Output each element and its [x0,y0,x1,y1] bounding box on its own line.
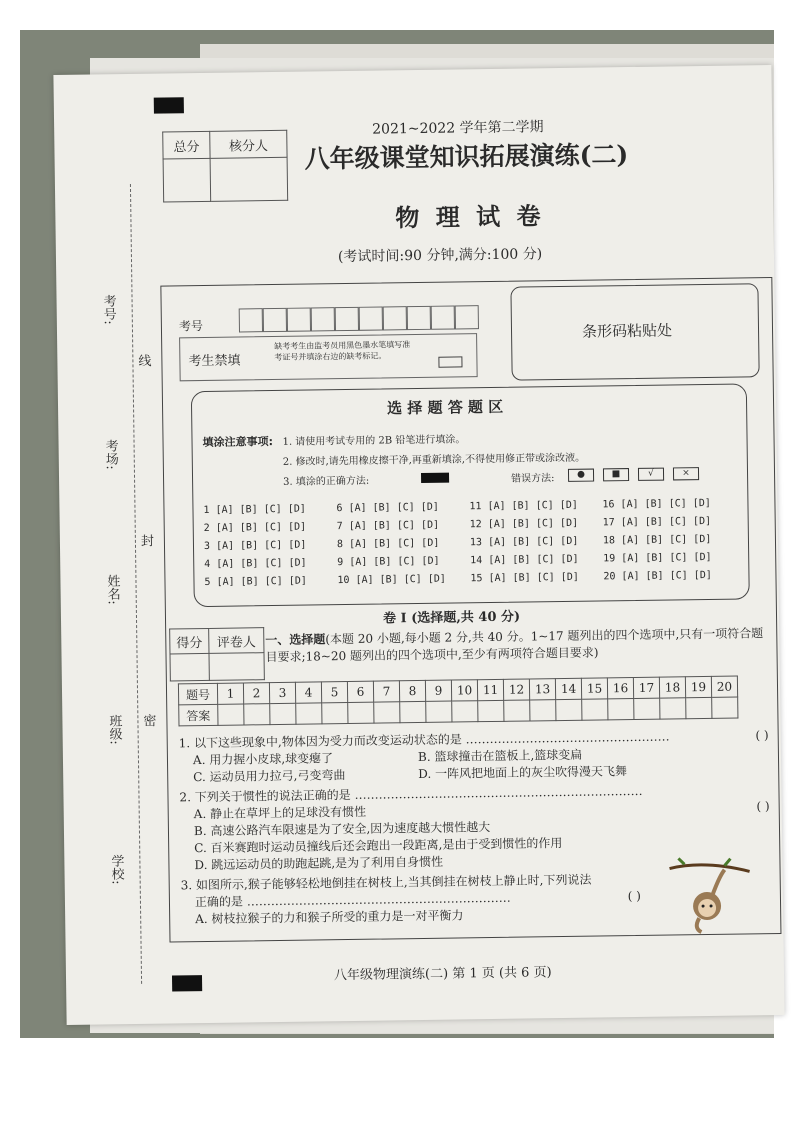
choice-item[interactable] [469,497,578,517]
q3-stem-2: 正确的是 ………………………………………………………… [194,890,511,910]
choice-grid [203,494,744,602]
answer-table-qnum: 15 [581,678,607,699]
wrong-sample-check: √ [638,468,664,481]
name-margin-label: 姓名: [104,574,120,605]
choice-item[interactable] [204,573,307,592]
exam-title: 八年级课堂知识拓展演练(二) [304,140,629,174]
section-instruction [265,625,770,666]
choice-number: 15 [470,573,489,585]
choice-options[interactable]: [A] [B] [C] [D] [487,499,578,513]
class-field[interactable] [104,714,123,745]
barcode-area [510,283,759,380]
choice-answer-area [191,383,750,607]
choice-item[interactable] [603,567,712,587]
answer-table-cell[interactable] [478,700,504,721]
choice-item[interactable] [204,555,307,574]
choice-options[interactable]: [A] [B] [C] [D] [355,573,446,586]
section-grader-cell[interactable] [209,653,264,681]
answer-table-qnum: 20 [711,676,737,697]
name-field[interactable] [102,574,121,605]
answer-table-cell[interactable] [218,704,244,725]
instruction-bold: 一、选择题 [265,632,326,648]
answer-table-qnum: 11 [477,679,503,700]
barcode-label: 条形码粘贴处 [581,321,673,341]
exam-subtitle: 物 理 试 卷 [395,201,545,233]
school-margin-label: 学校: [108,854,124,885]
exam-room-field[interactable] [100,439,119,470]
choice-item[interactable] [470,515,579,535]
answer-table-qnum: 10 [451,680,477,701]
q1-option-a: A. 用力握小皮球,球变瘪了 [192,751,334,768]
wrong-sample-cross: × [673,467,699,480]
answer-table-qnum: 7 [373,681,399,702]
school-field[interactable] [106,854,125,885]
exam-no-margin-label: 考号: [100,294,116,325]
answer-table-qnum: 19 [685,676,711,697]
answer-area-title: 选 择 题 答 题 区 [386,397,504,418]
exam-room-margin-label: 考场: [102,439,118,470]
absent-mark-box[interactable] [438,356,462,367]
school-term: 2021~2022 学年第二学期 [372,119,544,138]
q1-option-b: B. 篮球撞击在篮板上,篮球变扁 [417,747,583,765]
answer-table-qnum: 16 [607,678,633,699]
answer-table-qnum: 14 [555,678,581,699]
choice-options[interactable]: [A] [B] [C] [D] [349,555,440,568]
q2-option-c: C. 百米赛跑时运动员撞线后还会跑出一段距离,是由于受到惯性的作用 [194,836,563,856]
choice-options[interactable]: [A] [B] [C] [D] [348,537,440,550]
answer-table-qnum: 17 [633,677,659,698]
monkey-illustration [664,855,755,936]
q3-option-a: A. 树枝拉猴子的力和猴子所受的重力是一对平衡力 [195,908,464,927]
q1-option-d: D. 一阵风把地面上的灰尘吹得漫天飞舞 [418,764,628,782]
exam-no-label: 考号 [178,318,204,334]
choice-number: 12 [469,519,488,531]
choice-item[interactable] [603,549,712,569]
q2-stem: 2. 下列关于惯性的说法正确的是 ……………………………………………………………… [179,783,643,805]
answer-table-qnum: 9 [425,680,451,701]
answer-table-qnum: 3 [269,682,295,703]
forbidden-box [179,333,478,381]
answer-table-qnum: 1 [217,683,243,704]
question-3 [181,871,662,929]
answer-table-cell[interactable] [270,703,296,724]
class-margin-label: 班级: [106,714,122,745]
qnum-label: 题号 [178,683,217,705]
choice-number: 6 [336,502,349,515]
forbidden-note: 缺考考生由监考员用黑色墨水笔填写准考证号并填涂右边的缺考标记。 [274,340,411,363]
answer-table-cell[interactable] [400,701,426,722]
wrong-sample-ellipse: ● [568,469,594,482]
exam-info: (考试时间:90 分钟,满分:100 分) [337,246,543,266]
exam-no-boxes[interactable] [239,305,479,332]
choice-options[interactable]: [A] [B] [C] [D] [488,571,579,585]
q2-bracket[interactable]: ( ) [756,799,770,814]
choice-item[interactable] [470,551,579,571]
answer-table-cell[interactable] [556,699,582,720]
choice-item[interactable] [204,537,307,556]
choice-number: 3 [203,540,217,553]
answer-table-cell[interactable] [374,702,400,723]
choice-number: 16 [602,499,621,511]
choice-options[interactable]: [A] [B] [C] [D] [216,575,307,588]
choice-options[interactable]: [A] [B] [C] [D] [620,497,711,511]
choice-options[interactable]: [A] [B] [C] [D] [621,551,712,565]
choice-number: 9 [337,556,350,569]
q3-stem: 3. 如图所示,猴子能够轻松地倒挂在树枝上,当其倒挂在树枝上静止时,下列说法 [180,872,592,893]
answer-table [178,676,739,727]
answer-table-cell[interactable] [686,697,712,718]
choice-options[interactable]: [A] [B] [C] [D] [621,569,712,583]
seal-line-mark: 线 [135,353,151,367]
choice-item[interactable] [337,553,440,572]
choice-options[interactable]: [A] [B] [C] [D] [620,515,712,529]
exam-paper [53,65,784,1025]
choice-options[interactable]: [A] [B] [C] [D] [620,533,712,547]
choice-number: 10 [337,574,356,587]
q3-bracket[interactable]: ( ) [627,888,642,904]
answer-table-qnum: 13 [529,679,555,700]
answer-table-cell[interactable] [712,697,738,718]
section-score-cell[interactable] [170,653,209,681]
choice-number: 18 [602,535,622,547]
choice-item[interactable] [603,531,712,551]
choice-options[interactable]: [A] [B] [C] [D] [215,521,307,534]
answer-table-qnum: 18 [659,677,685,698]
answer-table-cell[interactable] [504,700,530,721]
answer-table-cell[interactable] [634,698,660,719]
note-2: 2. 修改时,请先用橡皮擦干净,再重新填涂,不得使用修正带或涂改液。 [282,452,586,468]
q2-option-a: A. 静止在草坪上的足球没有惯性 [193,804,367,822]
choice-item[interactable] [602,495,711,515]
choice-number: 5 [204,576,217,588]
choice-number: 14 [470,555,489,567]
answer-table-qnum: 6 [347,681,373,702]
forbidden-label: 考生禁填 [188,353,241,370]
seal-seal-mark: 封 [137,533,153,547]
binding-line [130,184,143,984]
choice-number: 7 [336,520,349,533]
answer-table-cell[interactable] [608,699,634,720]
answer-table-cell[interactable] [348,702,374,723]
choice-options[interactable]: [A] [B] [C] [D] [487,535,579,549]
answer-table-cell[interactable] [426,701,452,722]
choice-options[interactable]: [A] [B] [C] [D] [348,501,439,514]
answer-table-qnum: 5 [321,682,347,703]
question-1 [179,727,770,786]
choice-item[interactable] [470,569,579,589]
notes-label: 填涂注意事项: [202,435,274,450]
choice-number: 20 [603,571,622,583]
choice-number: 2 [203,522,216,535]
total-score-label: 总分 [163,131,210,159]
choice-options[interactable]: [A] [B] [C] [D] [487,517,579,531]
checker-label: 核分人 [210,130,287,158]
choice-item[interactable] [203,501,306,520]
answer-table-qnum: 12 [503,679,529,700]
choice-item[interactable] [337,517,440,536]
correct-fill-sample [421,473,449,483]
choice-item[interactable] [470,533,579,553]
answer-label: 答案 [179,704,218,726]
answer-table-cell[interactable] [244,704,270,725]
choice-options[interactable]: [A] [B] [C] [D] [216,557,307,570]
seal-secret-mark: 密 [140,713,156,727]
choice-number: 4 [204,558,217,570]
choice-options[interactable]: [A] [B] [C] [D] [348,519,440,532]
choice-item[interactable] [204,519,307,538]
answer-table-qnum: 8 [399,680,425,701]
q1-stem: 1. 以下这些现象中,物体因为受力而改变运动状态的是 …………………………………………… [178,729,670,751]
answer-table-qnum: 4 [295,682,321,703]
q2-option-b: B. 高速公路汽车限速是为了安全,因为速度越大惯性越大 [193,820,491,839]
q1-bracket[interactable]: ( ) [755,728,769,743]
note-1: 1. 请使用考试专用的 2B 铅笔进行填涂。 [282,434,466,448]
instruction-text: (本题 20 小题,每小题 2 分,共 40 分。1~17 题列出的四个选项中,只有一项符合题目要求;18~20 题列出的四个选项中,至少有两项符合题目要求) [265,626,764,665]
exam-no-field[interactable] [98,294,117,325]
answer-table-cell[interactable] [322,703,348,724]
choice-number: 17 [602,517,621,529]
section-score-label: 得分 [170,628,209,654]
choice-item[interactable] [336,499,439,518]
q2-option-d: D. 跳远运动员的助跑起跳,是为了利用自身惯性 [194,854,444,873]
choice-options[interactable]: [A] [B] [C] [D] [215,503,306,516]
section-score-table [169,627,265,681]
choice-options[interactable]: [A] [B] [C] [D] [488,553,579,567]
choice-number: 13 [469,537,489,549]
answer-table-cell[interactable] [530,700,556,721]
choice-options[interactable]: [A] [B] [C] [D] [215,539,307,552]
q1-option-c: C. 运动员用力拉弓,弓变弯曲 [193,768,346,785]
page-footer: 八年级物理演练(二) 第 1 页 (共 6 页) [333,965,552,984]
checker-cell[interactable] [210,157,288,201]
alignment-mark-top [154,97,184,113]
choice-item[interactable] [603,513,712,533]
section-grader-label: 评卷人 [209,628,264,654]
wrong-method-label: 错误方法: [511,473,555,485]
choice-number: 1 [203,504,216,517]
choice-item[interactable] [337,571,446,591]
note-3: 3. 填涂的正确方法: [283,475,370,488]
answer-table-cell[interactable] [296,703,322,724]
total-score-table [162,130,288,203]
answer-table-cell[interactable] [660,698,686,719]
answer-table-cell[interactable] [452,701,478,722]
answer-table-cell[interactable] [582,699,608,720]
choice-number: 11 [469,501,488,513]
total-score-cell[interactable] [163,158,211,202]
section1-header: 卷 I (选择题,共 40 分) [382,609,521,627]
choice-item[interactable] [337,535,440,554]
wrong-sample-half: ■ [603,468,629,481]
choice-number: 19 [603,553,622,565]
choice-number: 8 [336,538,350,551]
answer-table-qnum: 2 [243,683,269,704]
alignment-mark-bottom [172,975,202,991]
